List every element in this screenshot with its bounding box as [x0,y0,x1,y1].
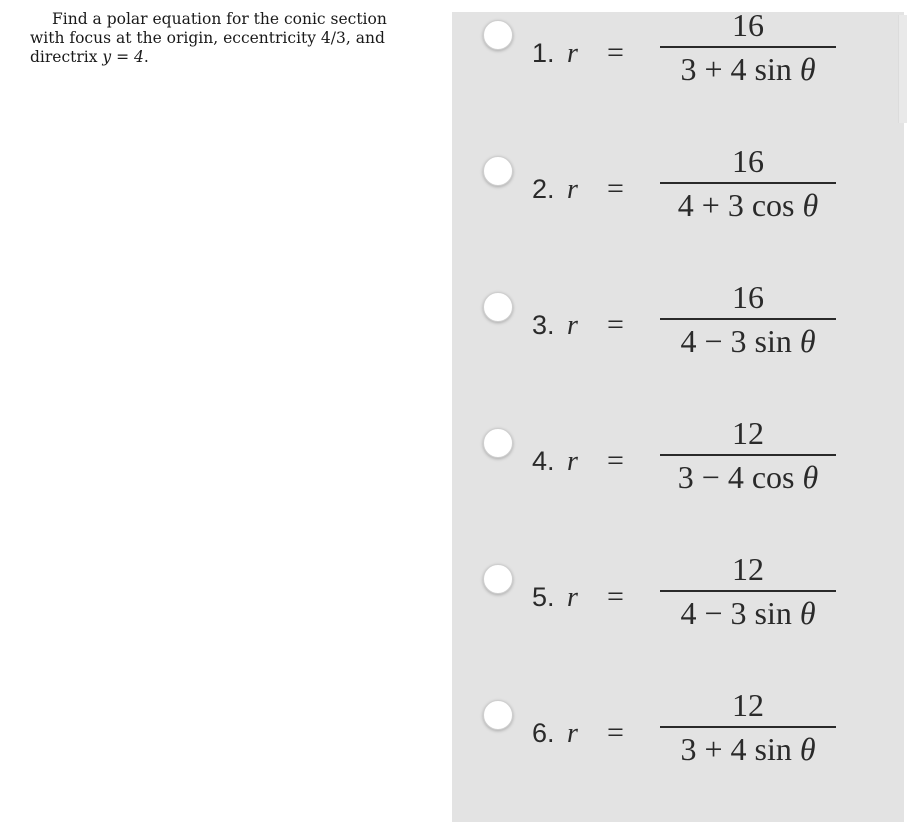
choice-variable: r [567,446,578,477]
denominator-expression: 4 + 3 cos [677,187,795,223]
fraction [660,8,836,88]
radio-button-6[interactable] [483,700,513,730]
equals-sign: = [607,444,624,477]
fraction-bar [660,182,836,184]
denominator-expression: 3 + 4 sin [680,51,792,87]
answer-choice-1[interactable] [452,7,904,122]
denominator [660,322,836,360]
denominator-expression: 3 − 4 cos [677,459,795,495]
choice-variable: r [567,38,578,69]
theta-symbol: θ [799,595,816,631]
denominator [660,50,836,88]
choice-number: 6. [532,718,555,748]
radio-button-2[interactable] [483,156,513,186]
question-math: y = 4 [102,48,144,66]
fraction [660,552,836,632]
question-prompt: Find a polar equation for the conic section with focus at the origin, eccentricity 4/3, and directrix [30,10,387,66]
numerator: 12 [732,551,764,587]
numerator: 16 [732,7,764,43]
radio-button-1[interactable] [483,20,513,50]
denominator-expression: 4 − 3 sin [680,323,792,359]
denominator [660,458,836,496]
answer-choices-panel [452,7,904,822]
theta-symbol: θ [802,187,819,223]
answer-choice-2[interactable] [452,143,904,258]
radio-button-3[interactable] [483,292,513,322]
theta-symbol: θ [799,731,816,767]
denominator [660,594,836,632]
choice-number: 4. [532,446,555,476]
theta-symbol: θ [799,51,816,87]
answer-choice-6[interactable] [452,687,904,802]
answer-choice-3[interactable] [452,279,904,394]
choice-number: 1. [532,38,555,68]
question-text [30,10,425,67]
fraction-bar [660,318,836,320]
denominator [660,186,836,224]
scrollbar-edge[interactable] [898,15,907,123]
fraction [660,416,836,496]
question-period: . [143,48,149,66]
equals-sign: = [607,172,624,205]
theta-symbol: θ [799,323,816,359]
fraction-bar [660,590,836,592]
fraction [660,688,836,768]
numerator: 12 [732,415,764,451]
choice-variable: r [567,310,578,341]
equals-sign: = [607,308,624,341]
choice-number: 3. [532,310,555,340]
denominator-expression: 4 − 3 sin [680,595,792,631]
choice-variable: r [567,718,578,749]
numerator: 16 [732,143,764,179]
answer-choice-5[interactable] [452,551,904,666]
choice-variable: r [567,582,578,613]
numerator: 12 [732,687,764,723]
radio-button-4[interactable] [483,428,513,458]
fraction [660,144,836,224]
choice-number: 2. [532,174,555,204]
radio-button-5[interactable] [483,564,513,594]
answer-choice-4[interactable] [452,415,904,530]
theta-symbol: θ [802,459,819,495]
choice-variable: r [567,174,578,205]
fraction-bar [660,726,836,728]
denominator-expression: 3 + 4 sin [680,731,792,767]
fraction-bar [660,454,836,456]
fraction-bar [660,46,836,48]
equals-sign: = [607,36,624,69]
numerator: 16 [732,279,764,315]
choice-number: 5. [532,582,555,612]
fraction [660,280,836,360]
denominator [660,730,836,768]
equals-sign: = [607,580,624,613]
equals-sign: = [607,716,624,749]
